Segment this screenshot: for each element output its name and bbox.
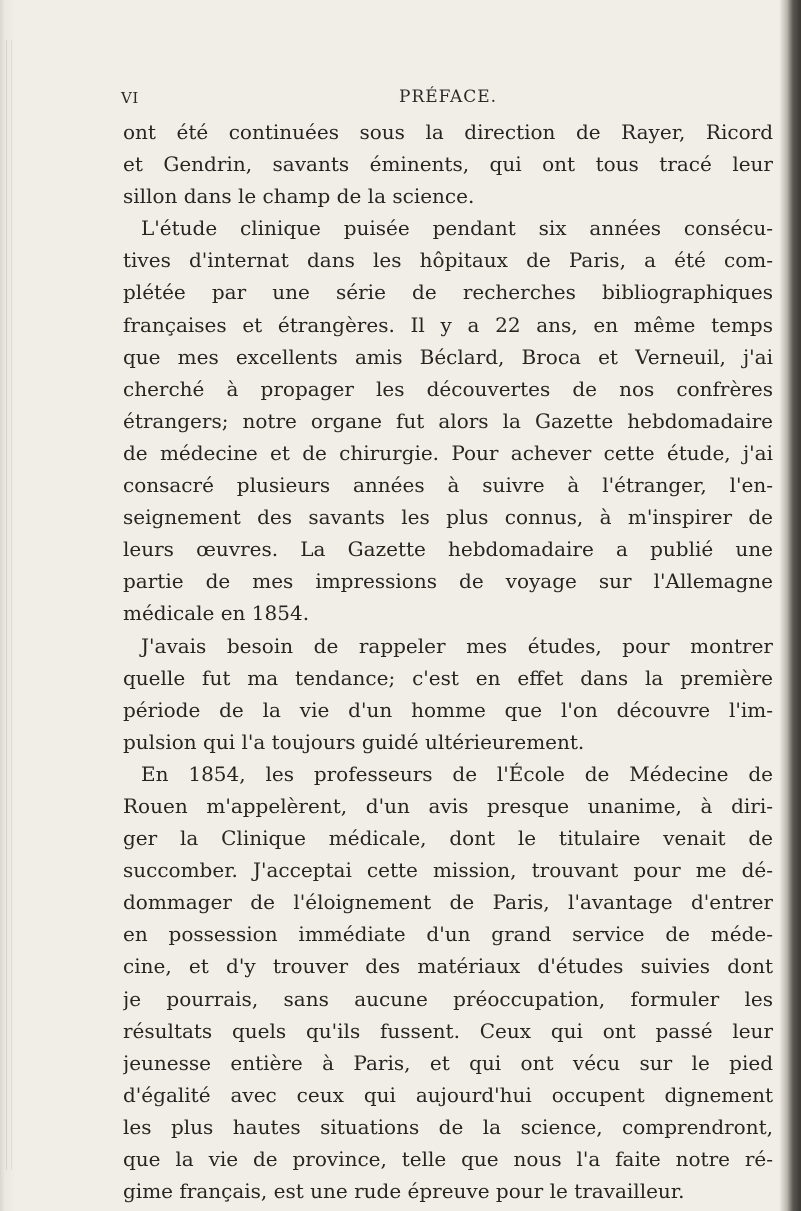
text-line: que la vie de province, telle que nous l'a faite notre ré- [123, 1147, 773, 1171]
text-line: consacré plusieurs années à suivre à l'étranger, l'en- [123, 473, 773, 498]
text-line: je pourrais, sans aucune préoccupation, formuler les [123, 986, 773, 1011]
text-line: Rouen m'appelèrent, d'un avis presque unanime, à diri- [123, 793, 773, 818]
text-line: seignement des savants les plus connus, à m'inspirer de [123, 505, 773, 530]
text-line: les plus hautes situations de la science, comprendront, [123, 1114, 773, 1139]
text-line: plétée par une série de recherches bibliographiques [123, 280, 773, 305]
text-line: résultats quels qu'ils fussent. Ceux qui ont passé leur [123, 1018, 773, 1043]
text-line: En 1854, les professeurs de l'École de Médecine de [141, 761, 773, 786]
running-head [0, 87, 801, 111]
text-line: cherché à propager les découvertes de nos confrères [123, 376, 773, 401]
text-line: de médecine et de chirurgie. Pour achever cette étude, j'ai [123, 440, 773, 465]
text-line: dommager de l'éloignement de Paris, l'avantage d'entrer [123, 890, 773, 915]
text-line: et Gendrin, savants éminents, qui ont tous tracé leur [123, 152, 773, 177]
text-line: étrangers; notre organe fut alors la Gazette hebdomadaire [123, 408, 773, 433]
text-line: cine, et d'y trouver des matériaux d'études suivies dont [123, 954, 773, 979]
text-line: gime français, est une rude épreuve pour le travailleur. [123, 1179, 685, 1204]
text-line: françaises et étrangères. Il y a 22 ans, en même temps [123, 312, 773, 337]
text-line: en possession immédiate d'un grand service de méde- [123, 922, 773, 947]
text-line: J'avais besoin de rappeler mes études, pour montrer [141, 633, 773, 658]
text-line: période de la vie d'un homme que l'on découvre l'im- [123, 697, 773, 722]
text-line: pulsion qui l'a toujours guidé ultérieurement. [123, 729, 585, 754]
text-line: jeunesse entière à Paris, et qui ont vécu sur le pied [123, 1050, 773, 1075]
page-number: VI [121, 89, 139, 107]
running-title: PRÉFACE. [399, 87, 498, 107]
text-line: tives d'internat dans les hôpitaux de Paris, a été com- [123, 248, 773, 273]
text-line: partie de mes impressions de voyage sur l'Allemagne [123, 569, 773, 594]
text-line: que mes excellents amis Béclard, Broca et Verneuil, j'ai [123, 344, 773, 369]
text-line: sillon dans le champ de la science. [123, 184, 475, 209]
text-line: d'égalité avec ceux qui aujourd'hui occupent dignement [123, 1082, 773, 1107]
text-line: L'étude clinique puisée pendant six années consécu- [141, 216, 773, 241]
text-line: ont été continuées sous la direction de Rayer, Ricord [123, 120, 773, 144]
text-line: ger la Clinique médicale, dont le titulaire venait de [123, 826, 773, 851]
body-text [123, 116, 773, 1207]
gutter-shadow [6, 40, 12, 1170]
text-line: médicale en 1854. [123, 601, 310, 626]
page-edge-shadow [779, 0, 801, 1211]
text-line: quelle fut ma tendance; c'est en effet dans la première [123, 665, 773, 690]
text-line: leurs œuvres. La Gazette hebdomadaire a publié une [123, 537, 773, 562]
text-line: succomber. J'acceptai cette mission, trouvant pour me dé- [123, 858, 773, 883]
